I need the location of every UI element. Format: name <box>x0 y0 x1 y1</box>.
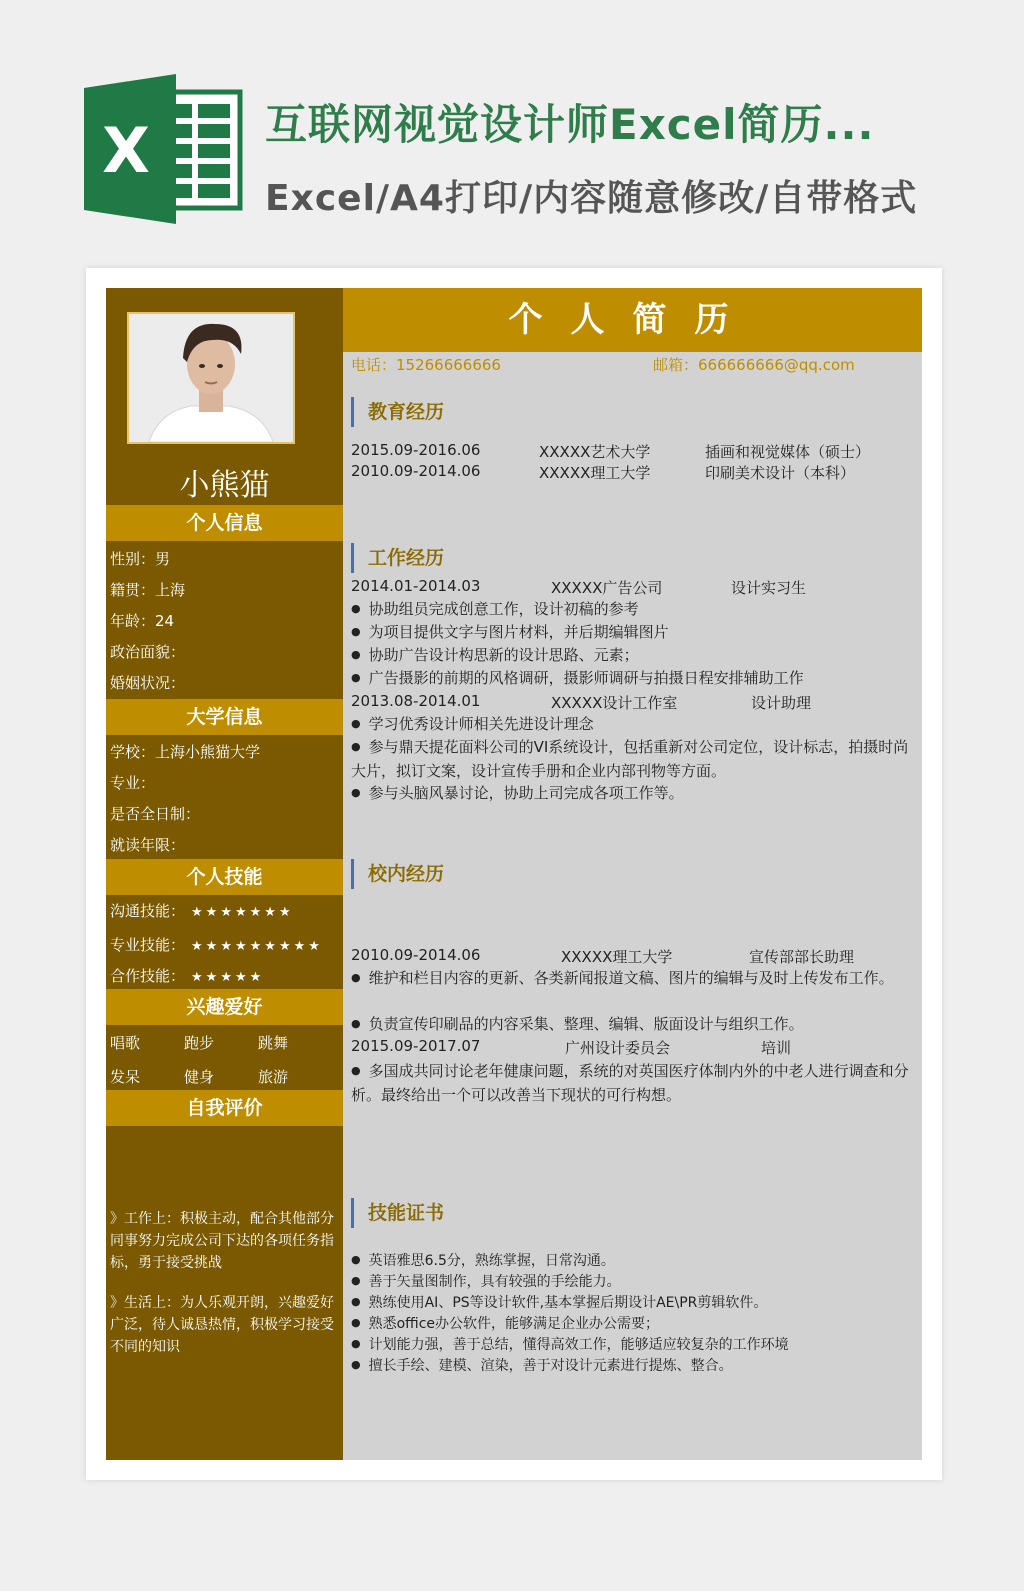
work-bullet: ● 参与鼎天提花面料公司的VI系统设计，包括重新对公司定位，设计标志，拍摄时尚大片，拟订文案，设计宣传手册和企业内部刊物等方面。 <box>351 736 911 783</box>
campus-org: 广州设计委员会 <box>565 1039 671 1057</box>
email-field: 邮箱：666666666@qq.com <box>653 356 855 374</box>
resume-card <box>86 268 942 1480</box>
hobby-item: 跳舞 <box>258 1034 289 1052</box>
page-title: 互联网视觉设计师Excel简历... <box>265 100 875 149</box>
marital-status-field: 婚姻状况： <box>110 674 186 692</box>
cert-bullet: ● 英语雅思6.5分，熟练掌握，日常沟通。 <box>351 1251 911 1272</box>
education-header: 教育经历 <box>351 397 444 427</box>
self-evaluation-header: 自我评价 <box>106 1090 343 1126</box>
resume <box>106 288 922 1460</box>
campus-bullet: ● 多国成共同讨论老年健康问题，系统的对英国医疗体制内外的中老人进行调查和分析。最终给出一个可以改善当下现状的可行构想。 <box>351 1060 911 1107</box>
cert-bullet: ● 计划能力强，善于总结，懂得高效工作，能够适应较复杂的工作环境 <box>351 1335 911 1356</box>
page-subtitle: Excel/A4打印/内容随意修改/自带格式 <box>265 178 918 219</box>
skill-label: 合作技能： <box>110 967 186 985</box>
edu-date: 2010.09-2014.06 <box>351 462 481 480</box>
hometown-field: 籍贯：上海 <box>110 581 186 599</box>
university-info-header: 大学信息 <box>106 699 343 735</box>
campus-bullet: ● 负责宣传印刷品的内容采集、整理、编辑、版面设计与组织工作。 <box>351 1013 911 1037</box>
sidebar <box>106 288 343 1460</box>
work-header: 工作经历 <box>351 543 444 573</box>
campus-role: 培训 <box>761 1039 792 1057</box>
job-company: XXXXX设计工作室 <box>551 694 678 712</box>
certificates-header: 技能证书 <box>351 1198 444 1228</box>
gender-field: 性别：男 <box>110 550 171 568</box>
edu-school: XXXXX理工大学 <box>539 464 651 482</box>
candidate-name: 小熊猫 <box>179 468 270 503</box>
skill-stars: ★★★★★★★★★ <box>191 939 323 954</box>
cert-bullet: ● 熟练使用AI、PS等设计软件,基本掌握后期设计AE\PR剪辑软件。 <box>351 1293 911 1314</box>
excel-logo-letter: X <box>102 114 150 187</box>
resume-title: 个人简历 <box>343 288 922 352</box>
political-status-field: 政治面貌： <box>110 643 186 661</box>
skill-stars: ★★★★★★★ <box>191 905 294 920</box>
edu-degree: 插画和视觉媒体（硕士） <box>705 443 871 461</box>
work-bullet: ● 为项目提供文字与图片材料，并后期编辑图片 <box>351 621 911 645</box>
cert-bullet: ● 善于矢量图制作，具有较强的手绘能力。 <box>351 1272 911 1293</box>
work-bullet: ● 学习优秀设计师相关先进设计理念 <box>351 713 911 737</box>
phone-field: 电话：15266666666 <box>351 356 501 374</box>
study-years-field: 就读年限： <box>110 836 186 854</box>
job-company: XXXXX广告公司 <box>551 579 663 597</box>
job-date: 2013.08-2014.01 <box>351 692 481 710</box>
campus-date: 2015.09-2017.07 <box>351 1037 481 1055</box>
work-bullet: ● 广告摄影的前期的风格调研，摄影师调研与拍摄日程安排辅助工作 <box>351 667 911 691</box>
profile-photo <box>127 312 295 444</box>
edu-school: XXXXX艺术大学 <box>539 443 651 461</box>
hobby-item: 旅游 <box>258 1068 289 1086</box>
hobby-item: 跑步 <box>184 1034 215 1052</box>
hobbies-header: 兴趣爱好 <box>106 989 343 1025</box>
skill-label: 专业技能： <box>110 936 186 954</box>
school-field: 学校：上海小熊猫大学 <box>110 743 261 761</box>
hobby-item: 发呆 <box>110 1068 141 1086</box>
evaluation-life: 》生活上：为人乐观开朗，兴趣爱好广泛，待人诚恳热情，积极学习接受不同的知识 <box>110 1295 334 1355</box>
evaluation-work: 》工作上：积极主动，配合其他部分同事努力完成公司下达的各项任务指标，勇于接受挑战 <box>110 1211 334 1271</box>
edu-date: 2015.09-2016.06 <box>351 441 481 459</box>
skill-row <box>110 934 323 955</box>
work-bullet: ● 协助广告设计构思新的设计思路、元素； <box>351 644 911 668</box>
excel-logo-icon <box>84 74 244 224</box>
campus-bullet: ● 维护和栏目内容的更新、各类新闻报道文稿、图片的编辑与及时上传发布工作。 <box>351 967 911 991</box>
cert-bullet: ● 擅长手绘、建模、渲染，善于对设计元素进行提炼、整合。 <box>351 1356 911 1377</box>
major-field: 专业： <box>110 774 156 792</box>
skill-row <box>110 965 264 986</box>
skill-label: 沟通技能： <box>110 902 186 920</box>
skill-row <box>110 900 294 921</box>
campus-role: 宣传部部长助理 <box>749 948 855 966</box>
skill-stars: ★★★★★ <box>191 970 265 985</box>
job-title: 设计助理 <box>751 694 812 712</box>
hobby-item: 唱歌 <box>110 1034 141 1052</box>
main-content <box>343 288 922 1460</box>
personal-info-header: 个人信息 <box>106 505 343 541</box>
job-title: 设计实习生 <box>731 579 807 597</box>
job-date: 2014.01-2014.03 <box>351 577 481 595</box>
campus-header: 校内经历 <box>351 859 444 889</box>
work-bullet: ● 参与头脑风暴讨论，协助上司完成各项工作等。 <box>351 782 911 806</box>
cert-bullet: ● 熟悉office办公软件，能够满足企业办公需要； <box>351 1314 911 1335</box>
campus-org: XXXXX理工大学 <box>561 948 673 966</box>
full-time-field: 是否全日制： <box>110 805 201 823</box>
age-field: 年龄：24 <box>110 612 175 630</box>
work-bullet: ● 协助组员完成创意工作，设计初稿的参考 <box>351 598 911 622</box>
edu-degree: 印刷美术设计（本科） <box>705 464 856 482</box>
campus-date: 2010.09-2014.06 <box>351 946 481 964</box>
hobby-item: 健身 <box>184 1068 215 1086</box>
skills-header: 个人技能 <box>106 859 343 895</box>
